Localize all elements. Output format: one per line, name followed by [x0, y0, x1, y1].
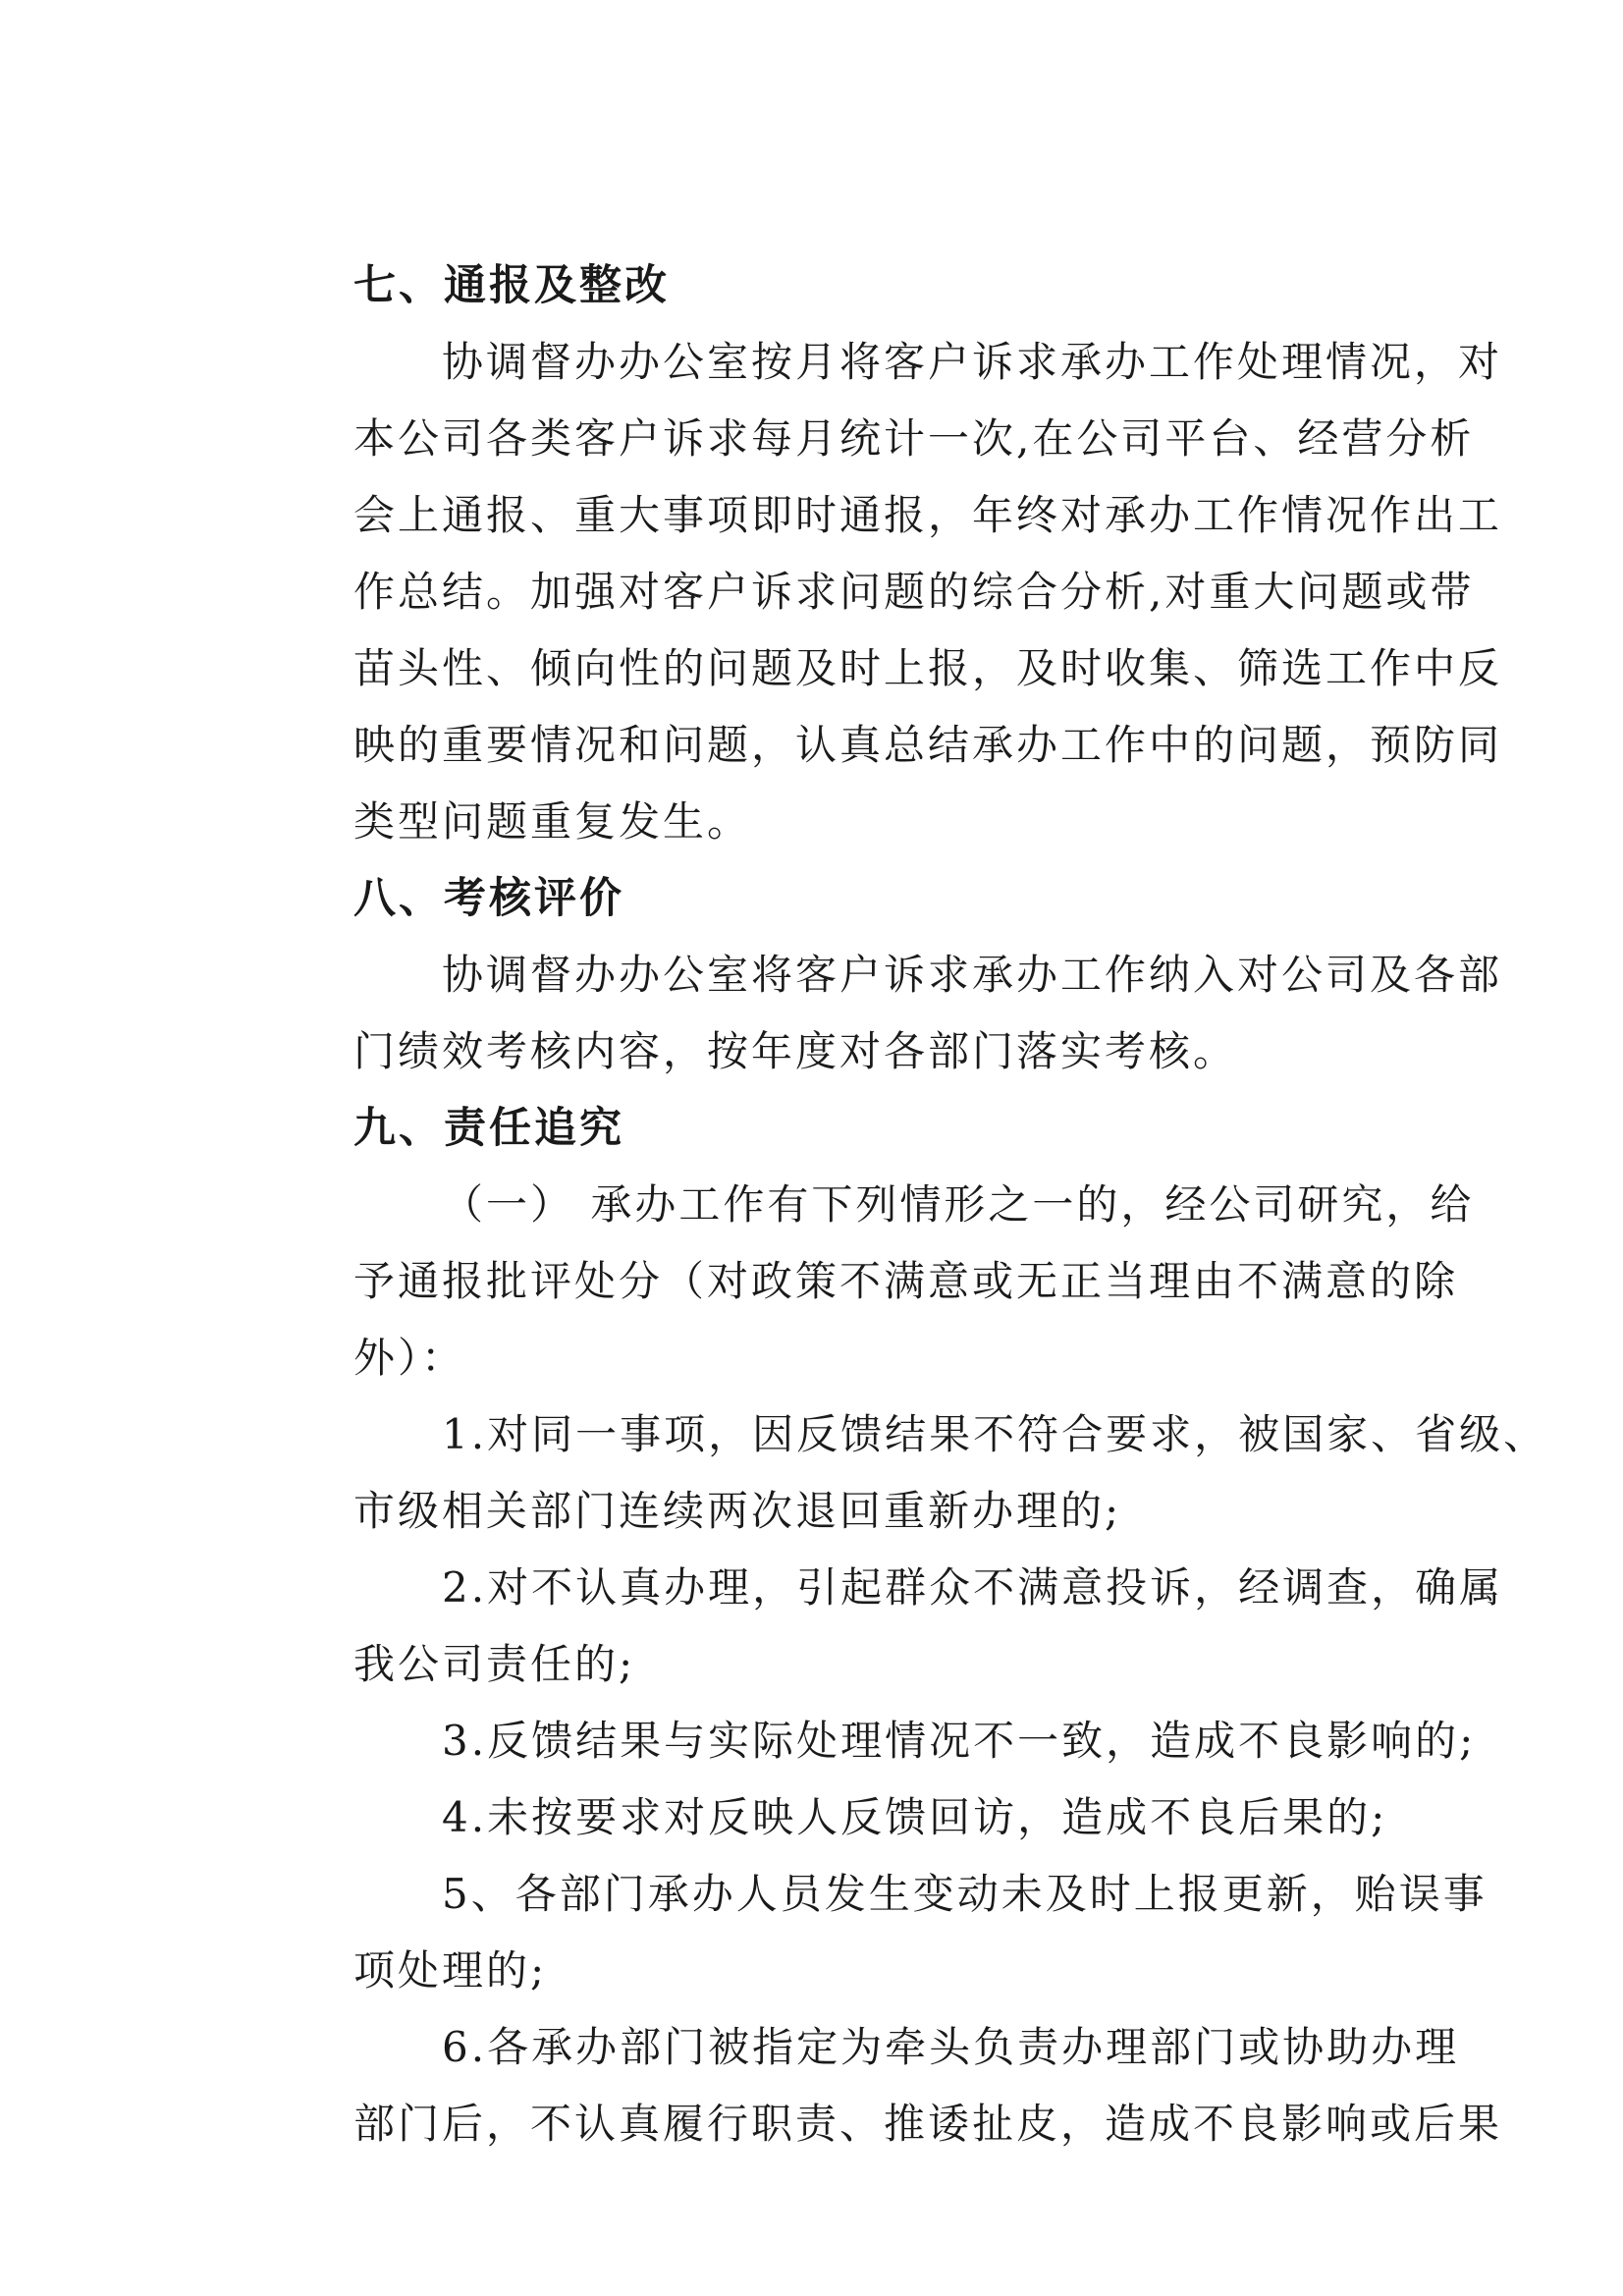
text-line: （一） 承办工作有下列情形之一的，经公司研究，给: [442, 1180, 1475, 1229]
text-line: 门绩效考核内容，按年度对各部门落实考核。: [353, 1027, 1238, 1075]
document-body: [265, 247, 1548, 2162]
text-line: 苗头性、倾向性的问题及时上报，及时收集、筛选工作中反: [353, 644, 1503, 692]
text-line: 6.各承办部门被指定为牵头负责办理部门或协助办理: [442, 2023, 1460, 2071]
section-heading-8: 八、考核评价: [353, 874, 624, 923]
section-heading-9: 九、责任追究: [353, 1104, 624, 1153]
text-line: 协调督办办公室将客户诉求承办工作纳入对公司及各部: [442, 951, 1503, 999]
list-item-4: [265, 1779, 1394, 1856]
section-heading-7: 七、通报及整改: [353, 261, 670, 310]
text-line: 4.未按要求对反映人反馈回访，造成不良后果的;: [442, 1793, 1388, 1841]
text-line: 部门后，不认真履行职责、推诿扯皮，造成不良影响或后果: [353, 2100, 1503, 2148]
list-item-2: [265, 1550, 1504, 1703]
text-line: 项处理的;: [353, 1946, 548, 1995]
paragraph-assessment: [265, 937, 1503, 1090]
text-line: 3.反馈结果与实际处理情况不一致，造成不良影响的;: [442, 1717, 1477, 1765]
text-line: 予通报批评处分（对政策不满意或无正当理由不满意的除: [353, 1257, 1459, 1305]
list-item-3: [265, 1703, 1477, 1779]
text-line: 协调督办办公室按月将客户诉求承办工作处理情况，对: [442, 338, 1503, 386]
text-line: 本公司各类客户诉求每月统计一次,在公司平台、经营分析: [353, 414, 1475, 463]
text-line: 会上通报、重大事项即时通报，年终对承办工作情况作出工: [353, 491, 1503, 539]
list-item-1: [265, 1396, 1548, 1550]
list-item-5: [265, 1856, 1488, 2009]
text-line: 作总结。加强对客户诉求问题的综合分析,对重大问题或带: [353, 568, 1475, 616]
text-line: 映的重要情况和问题，认真总结承办工作中的问题，预防同: [353, 721, 1503, 769]
text-line: 外）：: [353, 1334, 466, 1382]
text-line: 类型问题重复发生。: [353, 797, 752, 846]
text-line: 2.对不认真办理，引起群众不满意投诉，经调查，确属: [442, 1563, 1504, 1612]
text-line: 1.对同一事项，因反馈结果不符合要求，被国家、省级、: [442, 1410, 1548, 1458]
list-item-6: [265, 2009, 1503, 2162]
clause-1: [265, 1167, 1475, 1396]
text-line: 5、各部门承办人员发生变动未及时上报更新，贻误事: [442, 1870, 1488, 1918]
text-line: 市级相关部门连续两次退回重新办理的;: [353, 1487, 1122, 1535]
text-line: 我公司责任的;: [353, 1640, 636, 1688]
paragraph-notification: [265, 324, 1503, 860]
